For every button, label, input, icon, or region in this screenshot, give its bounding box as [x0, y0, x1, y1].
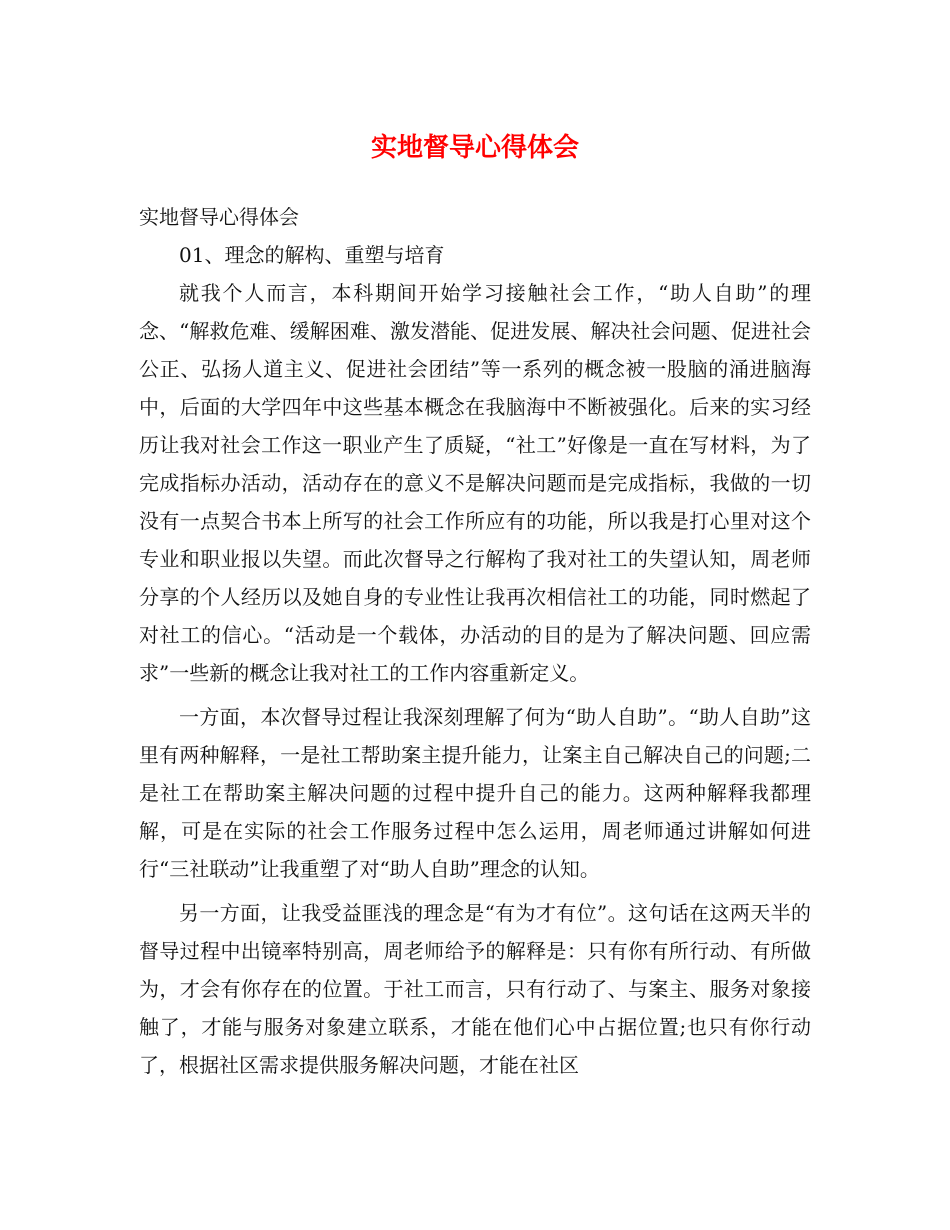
paragraph-2: 一方面，本次督导过程让我深刻理解了何为“助人自助”。“助人自助”这里有两种解释，一是社工帮助案主提升能力，让案主自己解决自己的问题;二是社工在帮助案主解决问题的过程中提升自己的能力。这两种解释我都理解，可是在实际的社会工作服务过程中怎么运用，周老师通过讲解如何进行“三社联动”让我重塑了对“助人自助”理念的认知。	[139, 705, 811, 881]
section-heading: 01、理念的解构、重塑与培育	[179, 243, 445, 267]
paragraph-1: 就我个人而言，本科期间开始学习接触社会工作，“助人自助”的理念、“解救危难、缓解困难、激发潜能、促进发展、解决社会问题、促进社会公正、弘扬人道主义、促进社会团结”等一系列的概念被一股脑的涌进脑海中，后面的大学四年中这些基本概念在我脑海中不断被强化。后来的实习经历让我对社会工作这一职业产生了质疑，“社工”好像是一直在写材料，为了完成指标办活动，活动存在的意义不是解决问题而是完成指标，我做的一切没有一点契合书本上所写的社会工作所应有的功能，所以我是打心里对这个专业和职业报以失望。而此次督导之行解构了我对社工的失望认知，周老师分享的个人经历以及她自身的专业性让我再次相信社工的功能，同时燃起了对社工的信心。“活动是一个载体，办活动的目的是为了解决问题、回应需求”一些新的概念让我对社工的工作内容重新定义。	[139, 281, 811, 685]
paragraph-3: 另一方面，让我受益匪浅的理念是“有为才有位”。这句话在这两天半的督导过程中出镜率特别高，周老师给予的解释是：只有你有所行动、有所做为，才会有你存在的位置。于社工而言，只有行动了、与案主、服务对象接触了，才能与服务对象建立联系，才能在他们心中占据位置;也只有你行动了，根据社区需求提供服务解决问题，才能在社区	[139, 901, 811, 1077]
document-body	[139, 198, 811, 1084]
document-title: 实地督导心得体会	[370, 133, 579, 163]
document-subtitle: 实地督导心得体会	[139, 205, 299, 229]
